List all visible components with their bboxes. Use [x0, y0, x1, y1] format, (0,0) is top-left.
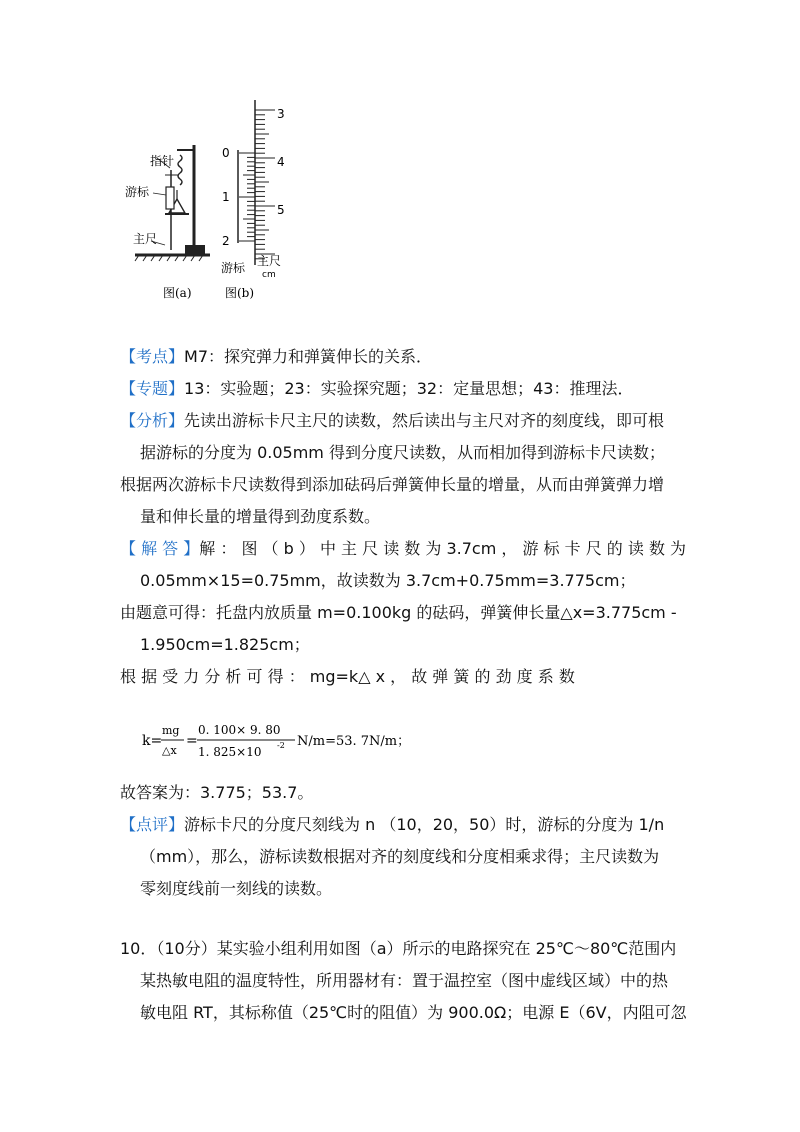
fenxi-line-2: 据游标的分度为 0.05mm 得到分度尺读数，从而相加得到游标卡尺读数；: [140, 443, 665, 462]
jieda-line-4: 1.950cm=1.825cm；: [140, 635, 310, 654]
zhuanti-tag: 【专题】: [120, 379, 185, 398]
frac2-denominator: 1. 825×10: [198, 745, 262, 759]
jieda-tag: 【 解 答 】: [120, 539, 200, 558]
q10-line-1: 10．（10分）某实验小组利用如图（a）所示的电路探究在 25℃～80℃范围内: [120, 939, 677, 958]
dianping-line-2: （mm），那么，游标读数根据对齐的刻度线和分度相乘求得；主尺读数为: [140, 847, 660, 866]
frac2-exponent: -2: [277, 741, 285, 750]
main-tick-3: 3: [277, 107, 285, 121]
vernier-scale-diagram: [238, 100, 275, 265]
frac2-numerator: 0. 100× 9. 80: [198, 723, 281, 737]
dianping-text-1: 游标卡尺的分度尺刻线为 n （10，20，50）时，游标的分度为 1/n: [184, 815, 665, 834]
dianping-tag: 【点评】: [120, 815, 185, 834]
caption-b: 图(b): [225, 286, 255, 300]
jieda-line-5: 根 据 受 力 分 析 可 得 ： mg=k△ x ， 故 弹 簧 的 劲 度 系 数: [120, 667, 575, 686]
zhuanti-text: 13：实验题；23：实验探究题；32：定量思想；43：推理法．: [184, 379, 634, 398]
q10-line-2: 某热敏电阻的温度特性，所用器材有：置于温控室（图中虚线区域）中的热: [140, 971, 669, 990]
unit-label: cm: [262, 270, 276, 280]
kaodian-line: [120, 346, 432, 368]
vernier-tick-0: 0: [222, 146, 230, 160]
kaodian-tag: 【考点】: [120, 347, 185, 366]
q10-line-3: 敏电阻 RT，其标称值（25℃时的阻值）为 900.0Ω；电源 E（6V，内阻可忽: [140, 1003, 687, 1022]
jieda-line-3: 由题意可得：托盘内放质量 m=0.100kg 的砝码，弹簧伸长量△x=3.775cm -: [120, 603, 677, 622]
fenxi-line-4: 量和伸长量的增量得到劲度系数。: [140, 507, 381, 526]
dianping-line-3: 零刻度线前一刻线的读数。: [140, 879, 333, 898]
vernier-label: 游标: [221, 261, 246, 275]
fenxi-line-1: [120, 410, 664, 432]
spring-constant-formula: [140, 715, 440, 765]
answer-line: 故答案为：3.775；53.7。: [120, 783, 314, 802]
fenxi-text-1: 先读出游标卡尺主尺的读数，然后读出与主尺对齐的刻度线，即可根: [184, 411, 665, 430]
jieda-text-1: 解 ： 图 （ b ） 中 主 尺 读 数 为 3.7cm ， 游 标 卡 尺 的 读 数 为: [199, 539, 687, 558]
frac1-denominator: △x: [162, 744, 177, 757]
label-main-ruler: 主尺: [133, 232, 158, 246]
vernier-caliper-figure: [125, 95, 325, 310]
kaodian-text: M7：探究弹力和弹簧伸长的关系．: [184, 347, 433, 366]
label-vernier: 游标: [125, 185, 150, 199]
formula-equals: =: [186, 733, 198, 749]
fenxi-tag: 【分析】: [120, 411, 185, 430]
caption-a: 图(a): [163, 286, 192, 300]
label-pointer: 指针: [150, 154, 175, 168]
formula-rhs: N/m=53. 7N/m；: [297, 734, 411, 749]
vernier-tick-1: 1: [222, 190, 230, 204]
formula-lhs: k=: [142, 733, 163, 749]
dianping-line-1: [120, 814, 664, 836]
jieda-line-1: [120, 538, 686, 560]
vernier-tick-2: 2: [222, 234, 230, 248]
jieda-line-2: 0.05mm×15=0.75mm，故读数为 3.7cm+0.75mm=3.775cm；: [140, 571, 636, 590]
main-tick-4: 4: [277, 155, 285, 169]
frac1-numerator: mg: [162, 724, 180, 737]
zhuanti-line: [120, 378, 633, 400]
fenxi-line-3: 根据两次游标卡尺读数得到添加砝码后弹簧伸长量的增量，从而由弹簧弹力增: [120, 475, 665, 494]
main-label: 主尺: [257, 254, 282, 268]
main-tick-5: 5: [277, 203, 285, 217]
